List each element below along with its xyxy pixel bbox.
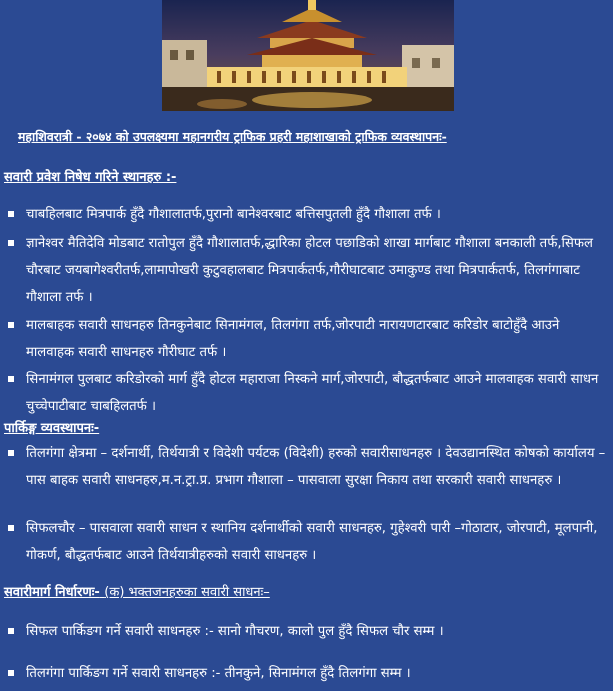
list-item-text: सिनामंगल पुलबाट करिडोरको मार्ग हुँदै होटल महाराजा निस्कने मार्ग,जोरपाटी, बौद्धतर्फबाट आउने मालवाहक सवारी साधन चुच्चेपाटीबाट चाबहिलतर्फ । <box>26 372 599 414</box>
list-item <box>8 201 608 228</box>
list-item <box>8 618 608 645</box>
list-item-text: सिफलचौर – पासवाला सवारी साधन र स्थानिय दर्शनार्थीको सवारी साधनहरु, गुहेश्वरी पारी –गोठाटार, जोरपाटी, मूलपानी, गोकर्ण, बौद्धतर्फबाट आउने तिर्थयात्रीहरुको सवारी साधनहरु । <box>26 521 598 563</box>
list-item <box>8 660 608 687</box>
list-item <box>8 515 608 569</box>
bullet-icon <box>8 240 14 246</box>
bullet-icon <box>8 322 14 328</box>
list-item <box>8 230 608 311</box>
list-item-text: सिफल पार्किङग गर्ने सवारी साधनहरु :- सानो गौचरण, कालो पुल हुँदै सिफल चौर सम्म । <box>26 624 444 639</box>
list-item <box>8 440 608 494</box>
list-item-text: मालबाहक सवारी साधनहरु तिनकुनेबाट सिनामंगल, तिलगंगा तर्फ,जोरपाटी नारायणटारबाट करिडोर बाटोहुँदै आउने मालवाहक सवारी साधनहरु गौरीघाट तर्फ । <box>26 318 560 360</box>
bullet-icon <box>8 628 14 634</box>
route-heading <box>4 582 270 600</box>
list-item-text: चाबहिलबाट मित्रपार्क हुँदै गौशालातर्फ,पुरानो बानेश्वरबाट बत्तिसपुतली हुँदै गौशाला तर्फ । <box>26 207 441 222</box>
route-subheading: (क) भक्तजनहरुका सवारी साधनः– <box>104 585 270 600</box>
parking-heading: पार्किङ्ग व्यवस्थापनः- <box>4 421 100 436</box>
temple-photo <box>162 0 454 111</box>
bullet-icon <box>8 211 14 217</box>
list-item-text: ज्ञानेश्वर मैतिदेवि मोडबाट रातोपुल हुँदै गौशालातर्फ,द्धारिका होटल पछाडिको शाखा मार्गबाट गौशाला बनकाली तर्फ,सिफल चौरबाट जयबागेश्वरीतर्फ,लामापोखरी कुटुवहालबाट मित्रपार्कतर्फ,गौरीघाटबाट उमाकुण्ड तथा मित्रपार्कतर्फ, तिलगंगाबाट गौशाला तर्फ । <box>26 236 593 305</box>
temple-illustration <box>162 0 454 111</box>
bullet-icon <box>8 670 14 676</box>
bullet-icon <box>8 376 14 382</box>
bullet-icon <box>8 450 14 456</box>
bullet-icon <box>8 525 14 531</box>
route-heading-label: सवारीमार्ग निर्धारणः- <box>4 585 100 600</box>
page-title: महाशिवरात्री - २०७४ को उपलक्ष्यमा महानगरीय ट्राफिक प्रहरी महाशाखाको ट्राफिक व्यवस्थापनः- <box>18 129 447 144</box>
no-entry-heading: सवारी प्रवेश निषेध गरिने स्थानहरु :- <box>4 170 177 185</box>
list-item <box>8 312 608 366</box>
list-item <box>8 366 608 420</box>
list-item-text: तिलगंगा पार्किङग गर्ने सवारी साधनहरु :- तीनकुने, सिनामंगल हुँदै तिलगंगा सम्म । <box>26 666 411 681</box>
list-item-text: तिलगंगा क्षेत्रमा – दर्शनार्थी, तिर्थयात्री र विदेशी पर्यटक (विदेशी) हरुको सवारीसाधनहरु । देवउद्यानस्थित कोषको कार्यालय – पास बाहक सवारी साधनहरु,म.न.ट्रा.प्र. प्रभाग गौशाला – पासवाला सुरक्षा निकाय तथा सरकारी सवारी साधनहरु । <box>26 446 606 488</box>
